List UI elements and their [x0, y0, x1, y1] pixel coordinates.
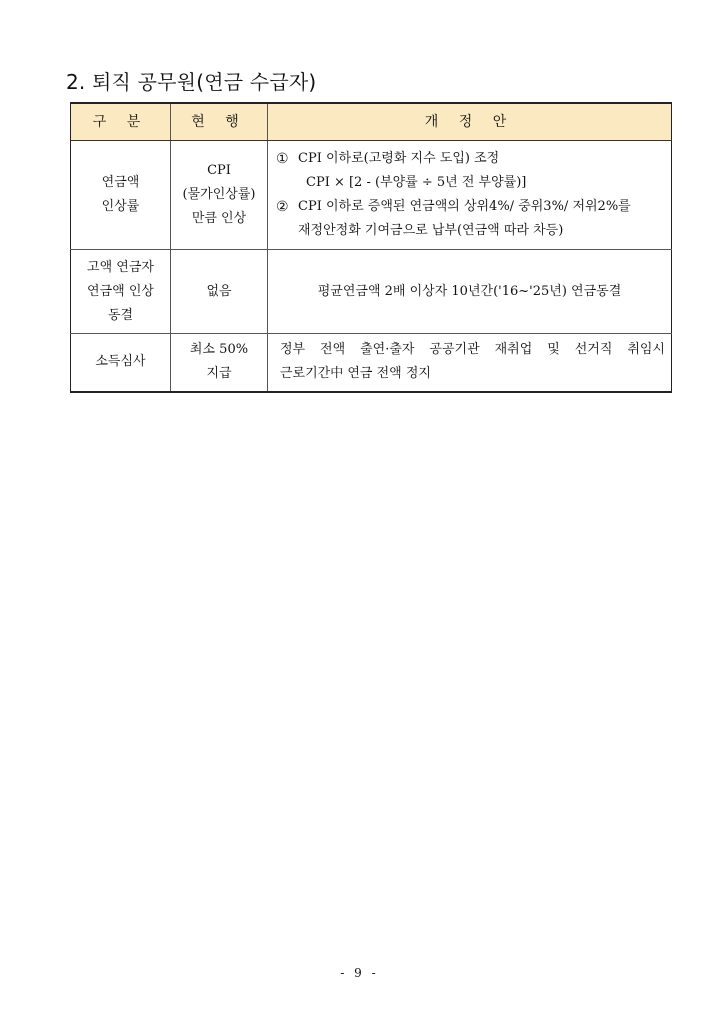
item-number: ②	[276, 198, 289, 215]
row2-proposal-cell: 평균연금액 2배 이상자 10년간('16~'25년) 연금동결	[268, 250, 672, 334]
row1-category-cell	[71, 141, 171, 250]
proposal-item-2	[276, 195, 665, 219]
row1-category-line: 인상률	[101, 199, 140, 214]
row1-proposal-cell	[268, 141, 672, 250]
row2-category-line: 연금액 인상	[87, 283, 154, 299]
row1-current-line: 만큼 인상	[191, 211, 247, 226]
row2-category-cell	[71, 250, 171, 334]
table-row-pension-increase	[71, 141, 672, 250]
proposal-formula: CPI × [2 - (부양률 ÷ 5년 전 부양률)]	[306, 174, 527, 190]
table-row-income-review	[71, 334, 672, 392]
page-number: - 9 -	[340, 966, 379, 980]
proposal-text: CPI 이하로 증액된 연금액의 상위4%/ 중위3%/ 저위2%를	[298, 198, 631, 214]
row1-current-cell	[171, 141, 268, 250]
item-number: ①	[276, 150, 289, 167]
row3-proposal-cell	[268, 334, 672, 392]
proposal-text-continued: 재정안정화 기여금으로 납부(연금액 따라 차등)	[298, 222, 564, 238]
row1-current-line: CPI	[207, 163, 231, 178]
row3-category-cell: 소득심사	[71, 334, 171, 392]
row2-current-cell: 없음	[171, 250, 268, 334]
table-header-row	[71, 103, 672, 141]
table-row-pension-freeze	[71, 250, 672, 334]
row3-current-line: 최소 50%	[189, 342, 249, 358]
row3-proposal-line: 정부 전액 출연·출자 공공기관 재취업 및 선거직 취임시	[280, 342, 665, 358]
section-title: 2. 퇴직 공무원(연금 수급자)	[66, 70, 317, 94]
header-proposal: 개 정 안	[268, 103, 672, 141]
header-current: 현 행	[171, 103, 268, 141]
proposal-text: CPI 이하로(고령화 지수 도입) 조정	[298, 150, 500, 166]
row3-current-cell	[171, 334, 268, 392]
row2-category-line: 동결	[107, 307, 134, 323]
header-category: 구 분	[71, 103, 171, 141]
row1-category-line: 연금액	[101, 175, 140, 190]
row3-current-line: 지급	[206, 366, 232, 382]
reform-comparison-table	[70, 102, 672, 393]
row1-current-line: (물가인상률)	[182, 187, 256, 202]
row3-proposal-line: 근로기간中 연금 전액 정지	[280, 366, 431, 382]
row2-category-line: 고액 연금자	[87, 259, 154, 275]
proposal-item-1	[276, 147, 665, 171]
